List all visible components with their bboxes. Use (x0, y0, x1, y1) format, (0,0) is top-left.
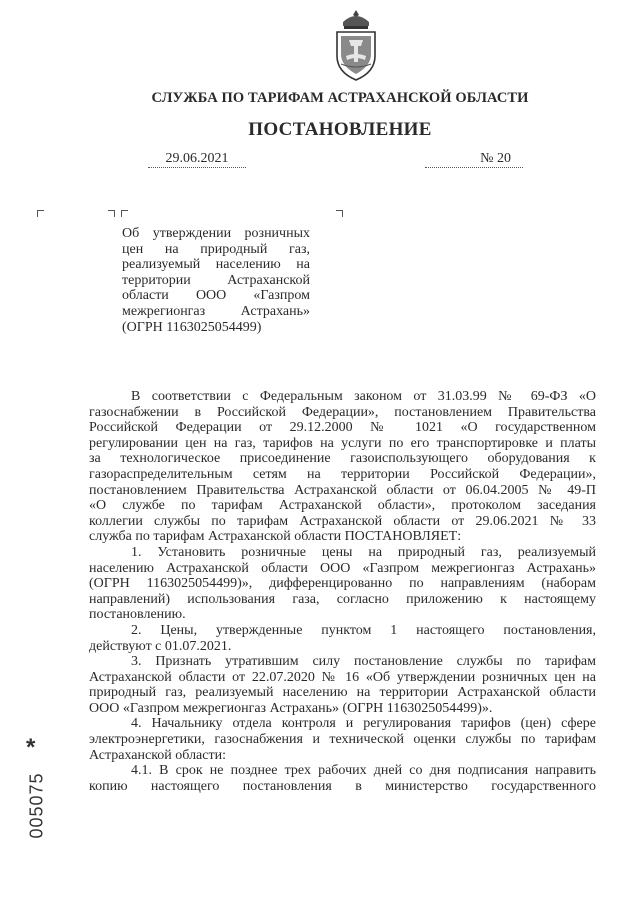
corner-mark (121, 210, 128, 217)
corner-mark (336, 210, 343, 217)
coat-of-arms-icon (329, 8, 383, 86)
body-line: электроэнергетики, газоснабжения и технической оценки службы по тарифам (89, 732, 596, 748)
subject-line: (ОГРН 1163025054499) (122, 319, 262, 335)
body-line: газораспределительным сетям на территории Российской Федерации», (89, 466, 596, 482)
body-line: 1. Установить розничные цены на природный газ, реализуемый (131, 544, 596, 560)
body-line: ООО «Газпром межрегионгаз Астрахань» (ОГРН 1163025054499)». (89, 700, 493, 716)
document-type-title: ПОСТАНОВЛЕНИЕ (248, 119, 432, 140)
body-line: копию настоящего постановления в министерство государственного (89, 778, 596, 794)
corner-mark (37, 210, 44, 217)
body-line: постановлением Правительства Астраханской области от 06.04.2005 № 49-П (89, 482, 596, 498)
body-line: служба по тарифам Астраханской области ПОСТАНОВЛЯЕТ: (89, 529, 462, 545)
organization-name: СЛУЖБА ПО ТАРИФАМ АСТРАХАНСКОЙ ОБЛАСТИ (151, 90, 529, 106)
subject-line: цен на природный газ, (122, 241, 310, 257)
subject-line: территории Астраханской (122, 272, 310, 288)
registration-stamp (24, 734, 47, 870)
subject-line: области ООО «Газпром (122, 288, 310, 304)
stamp-number: 005075 (26, 772, 47, 839)
document-number: № 20 (425, 151, 523, 168)
body-line: (ОГРН 1163025054499)», дифференцированно по направлениям (наборам (89, 576, 596, 592)
body-line: коллегии службы по тарифам Астраханской области от 29.06.2021 № 33 (89, 513, 596, 529)
body-line: Астраханской области: (89, 747, 226, 763)
subject-line: Об утверждении розничных (122, 226, 310, 241)
body-line: 4. Начальнику отдела контроля и регулирования тарифов (цен) сфере (131, 716, 596, 732)
body-line: постановлению. (89, 607, 186, 623)
body-line: 4.1. В срок не позднее трех рабочих дней со дня подписания направить (131, 763, 596, 779)
body-line: «О службе по тарифам Астраханской области», протоколом заседания (89, 498, 596, 514)
document-date: 29.06.2021 (148, 151, 246, 168)
body-line: природный газ, реализуемый населению на территории Астраханской области (89, 685, 596, 701)
stamp-star: * (26, 734, 36, 761)
body-line: Российской Федерации от 29.12.2000 № 1021 «О государственном (89, 420, 596, 436)
body-line: направлений) использования газа, согласно приложению к настоящему (89, 591, 596, 607)
document-subject (122, 226, 310, 335)
body-line: газоснабжении в Российской Федерации», постановлением Правительства (89, 404, 596, 420)
body-line: Астраханской области от 22.07.2020 № 16 «Об утверждении розничных цен на (89, 669, 596, 685)
body-line: действуют с 01.07.2021. (89, 638, 232, 654)
subject-line: реализуемый населению на (122, 257, 310, 273)
corner-mark (108, 210, 115, 217)
body-line: 3. Признать утратившим силу постановление службы по тарифам (131, 654, 596, 670)
subject-line: межрегионгаз Астрахань» (122, 303, 310, 319)
body-line: В соответствии с Федеральным законом от 31.03.99 № 69-ФЗ «О (131, 389, 596, 404)
body-line: регулировании цен на газ, тарифов на услуги по его транспортировке и платы (89, 435, 596, 451)
body-line: 2. Цены, утвержденные пунктом 1 настоящего постановления, (131, 622, 596, 638)
body-line: за технологическое присоединение газоиспользующего оборудования к (89, 451, 596, 467)
document-body (89, 389, 596, 794)
body-line: населению Астраханской области ООО «Газпром межрегионгаз Астрахань» (89, 560, 596, 576)
